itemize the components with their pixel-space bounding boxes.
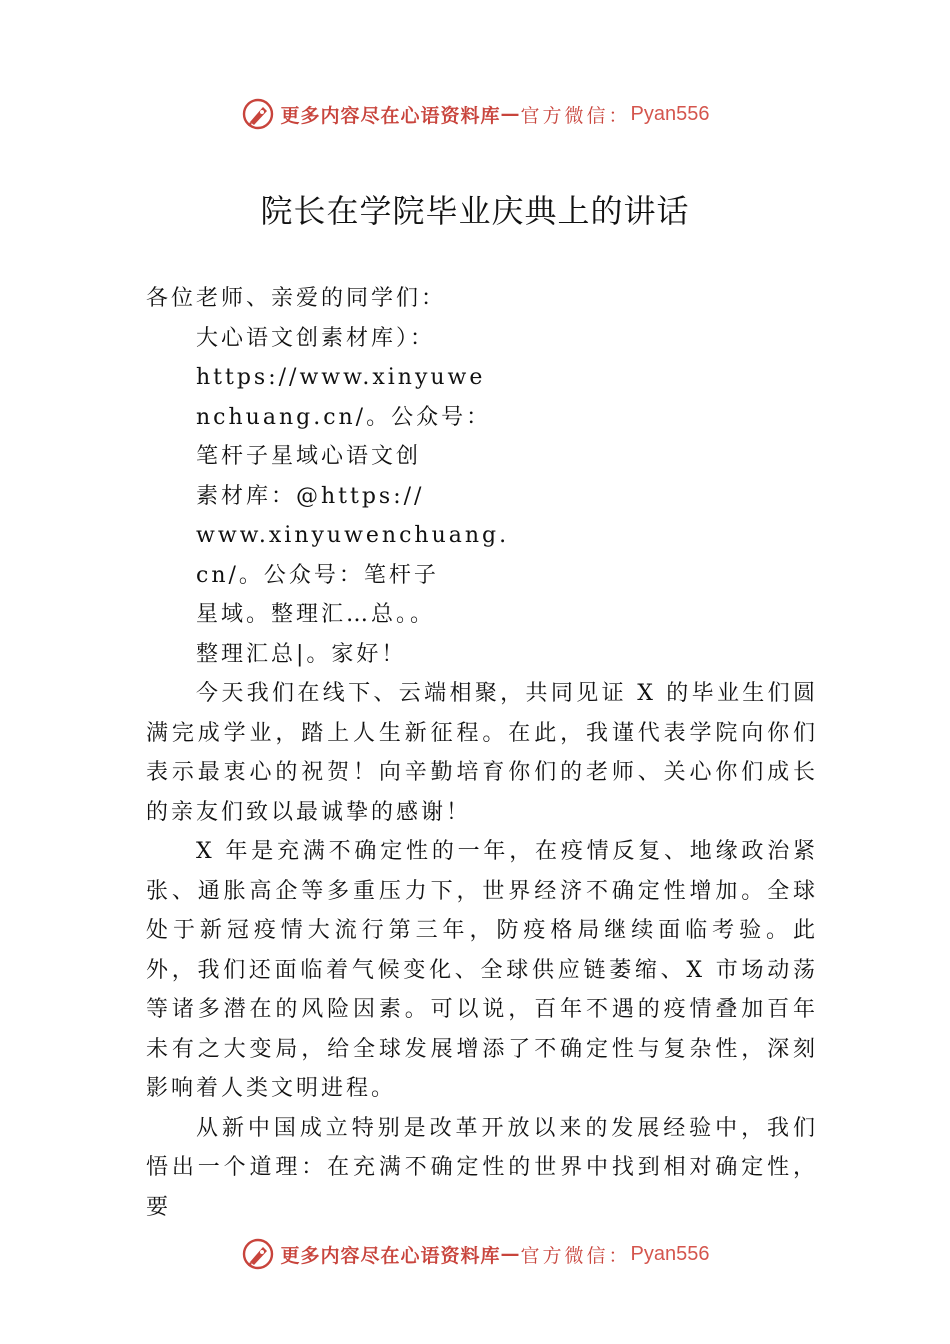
banner-separator: — [500, 103, 521, 125]
banner-wechat-id: Pyan556 [630, 102, 710, 125]
body-paragraph: 今天我们在线下、云端相聚，共同见证 X 的毕业生们圆满完成学业，踏上人生新征程。在此，我谨代表学院向你们表示最衷心的祝贺！向辛勤培育你们的老师、关心你们成长的亲友们致以最诚挚的感谢！ [146, 681, 818, 825]
banner-main-text: 更多内容尽在心语资料库 [280, 1244, 501, 1267]
body-paragraph: 从新中国成立特别是改革开放以来的发展经验中，我们悟出一个道理：在充满不确定性的世界中找到相对确定性， 要 [146, 1115, 818, 1220]
fragment-line: 大心语文创素材库）： [196, 325, 436, 351]
fragment-line: 素材库：@https:// [196, 483, 425, 509]
banner-main-text: 更多内容尽在心语资料库 [280, 104, 501, 127]
fragment-line: 笔杆子星域心语文创 [196, 444, 422, 469]
header-banner [0, 94, 950, 134]
fragment-line: www.xinyuwenchuang. [196, 523, 510, 548]
document-title: 院长在学院毕业庆典上的讲话 [260, 192, 690, 230]
fragment-line: nchuang.cn/。公众号： [196, 404, 492, 430]
footer-banner [0, 1234, 950, 1274]
salutation: 各位老师、亲爱的同学们： [146, 286, 447, 311]
pen-nib-logo-icon [241, 1237, 275, 1271]
fragment-line: https://www.xinyuwe [196, 365, 486, 390]
banner-wechat-id: Pyan556 [630, 1242, 710, 1265]
banner-separator: — [500, 1243, 521, 1265]
body-paragraph: X 年是充满不确定性的一年，在疫情反复、地缘政治紧张、通胀高企等多重压力下，世界经济不确定性增加。全球处于新冠疫情大流行第三年，防疫格局继续面临考验。此外，我们还面临着气候变化、全球供应链萎缩、X 市场动荡等诸多潜在的风险因素。可以说，百年不遇的疫情叠加百年未有之大变局，给全球发展增添了不确定性与复杂性，深刻影响着人类文明进程。 [146, 839, 818, 1101]
pen-nib-logo-icon [241, 97, 275, 131]
banner-label: 官方微信： [520, 1244, 631, 1267]
banner-label: 官方微信： [520, 104, 631, 127]
fragment-line: 星域。整理汇…总。。 [196, 602, 436, 627]
document-body [146, 279, 818, 1227]
fragment-line: 整理汇总|。家好！ [196, 641, 407, 667]
fragment-line: cn/。公众号：笔杆子 [196, 562, 439, 588]
